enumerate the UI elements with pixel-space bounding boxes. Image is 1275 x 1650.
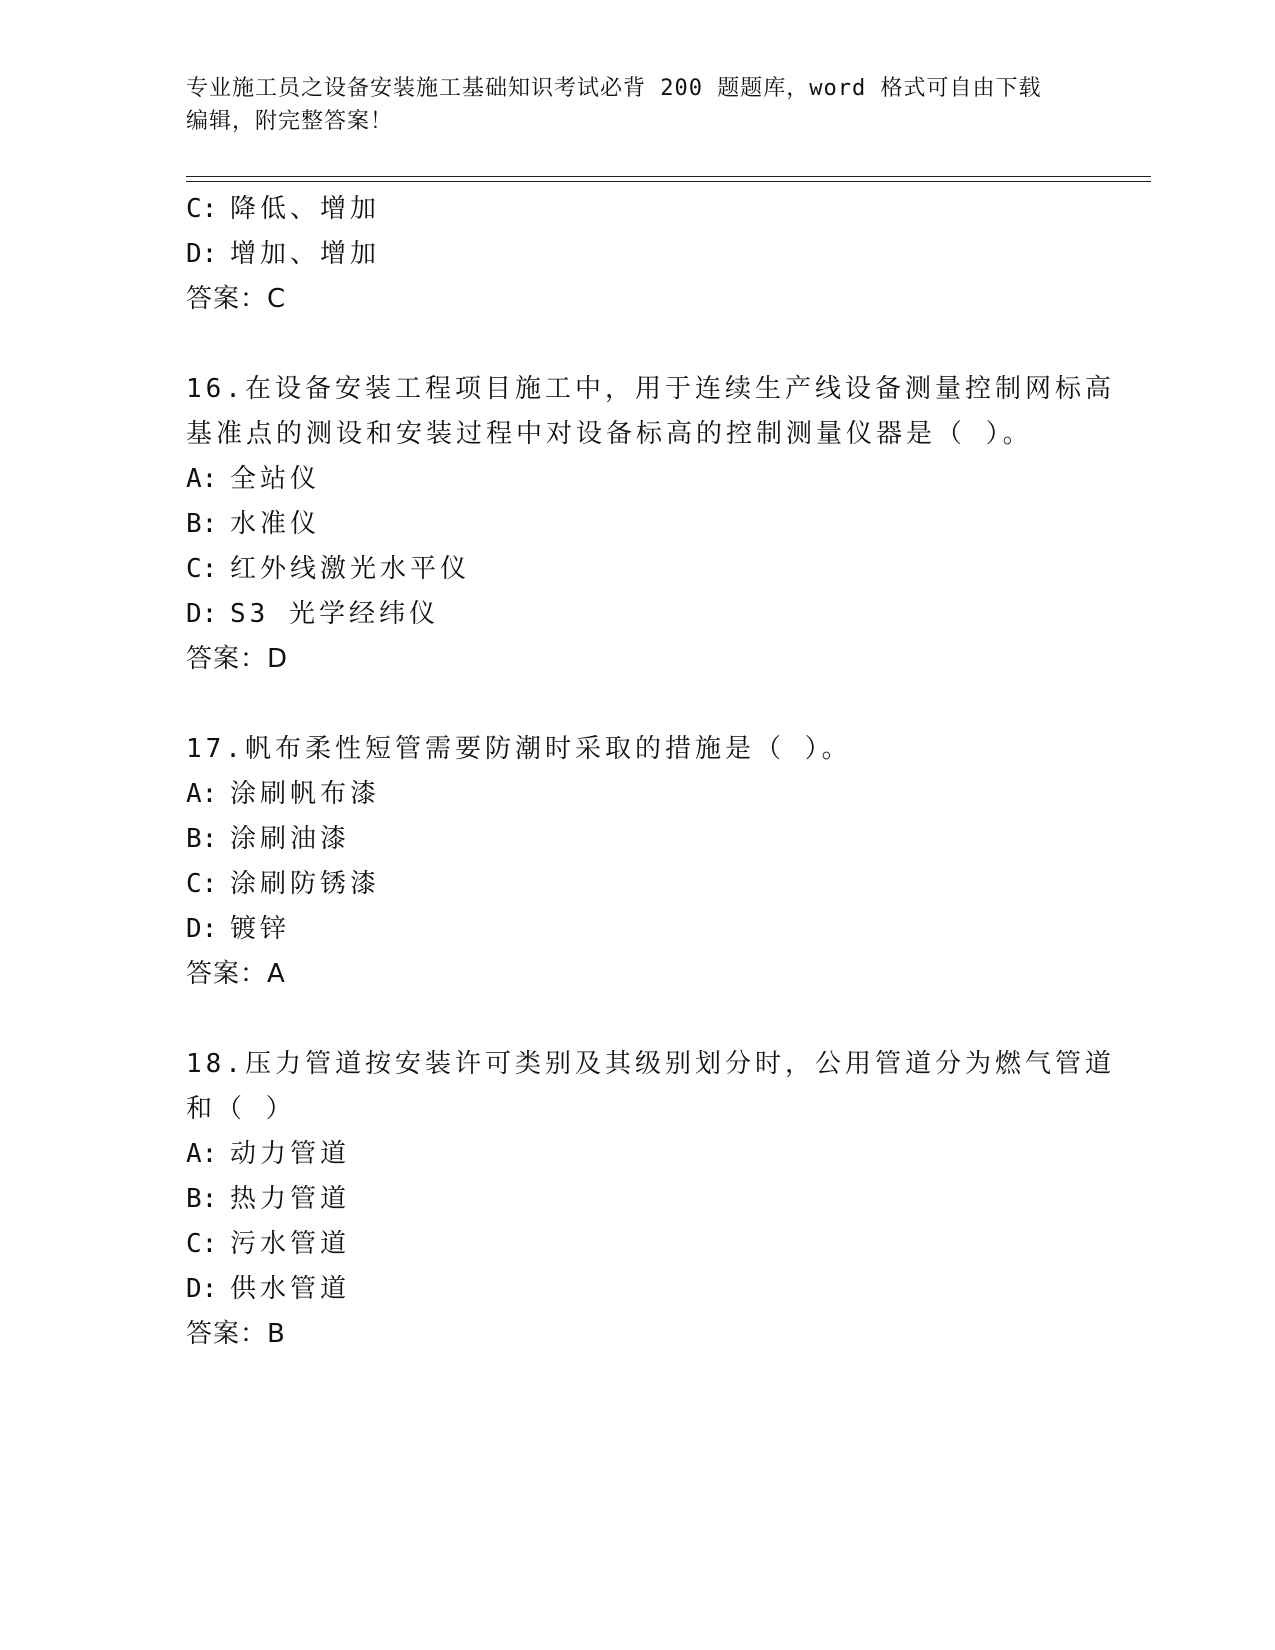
option-text: 镀锌	[230, 914, 291, 944]
option-d	[186, 596, 439, 632]
option-a	[186, 461, 320, 497]
option-letter: D:	[186, 599, 218, 629]
question-stem: 基准点的测设和安装过程中对设备标高的控制测量仪器是（ ）。	[186, 419, 1033, 449]
question-stem: 16.在设备安装工程项目施工中，用于连续生产线设备测量控制网标高	[186, 374, 1115, 404]
option-text: 红外线激光水平仪	[230, 554, 471, 584]
option-letter: B:	[186, 824, 218, 854]
header-divider-top	[186, 176, 1151, 177]
option-c	[186, 866, 380, 902]
option-letter: C:	[186, 869, 218, 899]
option-letter: C:	[186, 554, 218, 584]
question-stem: 18.压力管道按安装许可类别及其级别划分时，公用管道分为燃气管道	[186, 1049, 1115, 1079]
option-d	[186, 911, 290, 947]
option-text: 水准仪	[230, 509, 321, 539]
option-text: 涂刷帆布漆	[230, 779, 381, 809]
option-d	[186, 236, 380, 272]
option-letter: C:	[186, 194, 218, 224]
answer-line: 答案：D	[186, 644, 289, 674]
answer-line: 答案：A	[186, 959, 286, 989]
option-text: 降低、增加	[230, 194, 381, 224]
option-letter: D:	[186, 239, 218, 269]
answer-line: 答案：C	[186, 284, 287, 314]
option-a	[186, 1136, 350, 1172]
option-text: S3 光学经纬仪	[230, 599, 439, 629]
option-letter: A:	[186, 464, 218, 494]
option-letter: D:	[186, 914, 218, 944]
option-b	[186, 506, 320, 542]
option-letter: D:	[186, 1274, 218, 1304]
option-text: 热力管道	[230, 1184, 351, 1214]
header-title-line1: 专业施工员之设备安装施工基础知识考试必背 200 题题库，word 格式可自由下载	[186, 76, 1042, 101]
option-c	[186, 191, 380, 227]
option-text: 涂刷防锈漆	[230, 869, 381, 899]
option-c	[186, 1226, 350, 1262]
question-stem: 17.帆布柔性短管需要防潮时采取的措施是（ ）。	[186, 734, 852, 764]
option-d	[186, 1271, 350, 1307]
option-text: 增加、增加	[230, 239, 381, 269]
question-stem: 和（ ）	[186, 1094, 296, 1124]
option-b	[186, 821, 350, 857]
option-text: 污水管道	[230, 1229, 351, 1259]
header-divider-bottom	[186, 181, 1151, 182]
option-text: 全站仪	[230, 464, 321, 494]
document-header	[186, 72, 1066, 138]
answer-line: 答案：B	[186, 1319, 286, 1349]
option-letter: B:	[186, 509, 218, 539]
option-text: 供水管道	[230, 1274, 351, 1304]
option-text: 动力管道	[230, 1139, 351, 1169]
option-letter: B:	[186, 1184, 218, 1214]
option-b	[186, 1181, 350, 1217]
header-title-line2: 编辑，附完整答案！	[186, 109, 394, 134]
option-a	[186, 776, 380, 812]
option-text: 涂刷油漆	[230, 824, 351, 854]
option-c	[186, 551, 470, 587]
option-letter: C:	[186, 1229, 218, 1259]
option-letter: A:	[186, 779, 218, 809]
option-letter: A:	[186, 1139, 218, 1169]
